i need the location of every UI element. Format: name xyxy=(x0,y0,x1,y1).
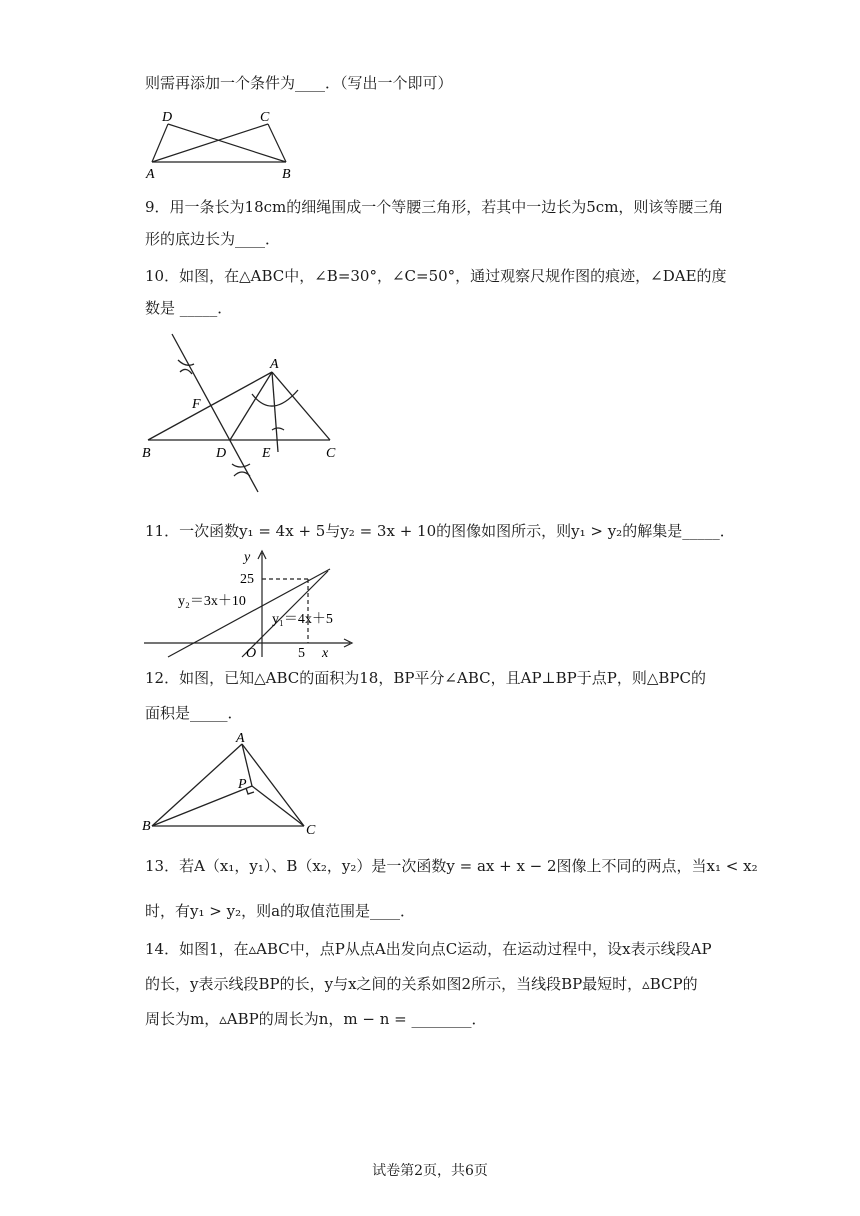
q8-text: 则需再添加一个条件为____．（写出一个即可） xyxy=(145,74,453,92)
origin-label: O xyxy=(246,646,257,661)
label-C: C xyxy=(260,110,270,125)
label-C: C xyxy=(326,446,336,461)
q9-line-2: 形的底边长为____． xyxy=(145,230,281,248)
q14-line-3: 周长为m，▵ABP的周长为n，m − n = ________． xyxy=(145,1010,487,1028)
q9-line-1: 9．用一条长为18cm的细绳围成一个等腰三角形，若其中一边长为5cm，则该等腰三角 xyxy=(145,198,724,216)
q12-line-1: 12．如图，已知△ABC的面积为18，BP平分∠ABC，且AP⊥BP于点P，则△BPC的 xyxy=(145,669,706,687)
label-D: D xyxy=(216,446,227,461)
page-footer: 试卷第2页，共6页 xyxy=(372,1163,488,1179)
figure-q10 xyxy=(140,330,350,500)
figure-q8 xyxy=(140,106,300,184)
label-y2: y₂＝3x＋10 xyxy=(178,594,246,609)
q13-line-1: 13．若A（x₁，y₁）、B（x₂，y₂）是一次函数y = ax + x − 2图像上不同的两点，当x₁ < x₂ xyxy=(145,857,758,875)
label-C: C xyxy=(306,823,316,838)
x-axis-label: x xyxy=(322,646,329,661)
label-P: P xyxy=(238,777,247,792)
tick-5: 5 xyxy=(298,646,305,661)
label-D: D xyxy=(162,110,173,125)
label-B: B xyxy=(282,167,291,182)
label-B: B xyxy=(142,819,151,834)
q12-line-2: 面积是_____． xyxy=(145,704,243,722)
q14-line-1: 14．如图1，在▵ABC中，点P从点A出发向点C运动，在运动过程中，设x表示线段AP xyxy=(145,940,712,958)
figure-q12 xyxy=(140,728,330,840)
label-E: E xyxy=(262,446,271,461)
q13-line-2: 时，有y₁ > y₂，则a的取值范围是____． xyxy=(145,902,416,920)
label-A: A xyxy=(236,731,245,746)
label-A: A xyxy=(270,357,279,372)
label-y1: y₁＝4x＋5 xyxy=(272,612,333,627)
q10-line-1: 10．如图，在△ABC中，∠B=30°，∠C=50°，通过观察尺规作图的痕迹，∠DAE的度 xyxy=(145,267,727,285)
label-B: B xyxy=(142,446,151,461)
figure-q11 xyxy=(140,545,365,665)
y-axis-label: y xyxy=(244,550,251,565)
q14-line-2: 的长，y表示线段BP的长，y与x之间的关系如图2所示，当线段BP最短时，▵BCP的 xyxy=(145,975,698,993)
q11-text: 11．一次函数y₁ = 4x + 5与y₂ = 3x + 10的图像如图所示，则y₁ > y₂的解集是_____． xyxy=(145,522,735,540)
tick-25: 25 xyxy=(240,572,254,587)
label-F: F xyxy=(192,397,201,412)
q10-line-2: 数是 _____． xyxy=(145,299,233,317)
label-A: A xyxy=(146,167,155,182)
